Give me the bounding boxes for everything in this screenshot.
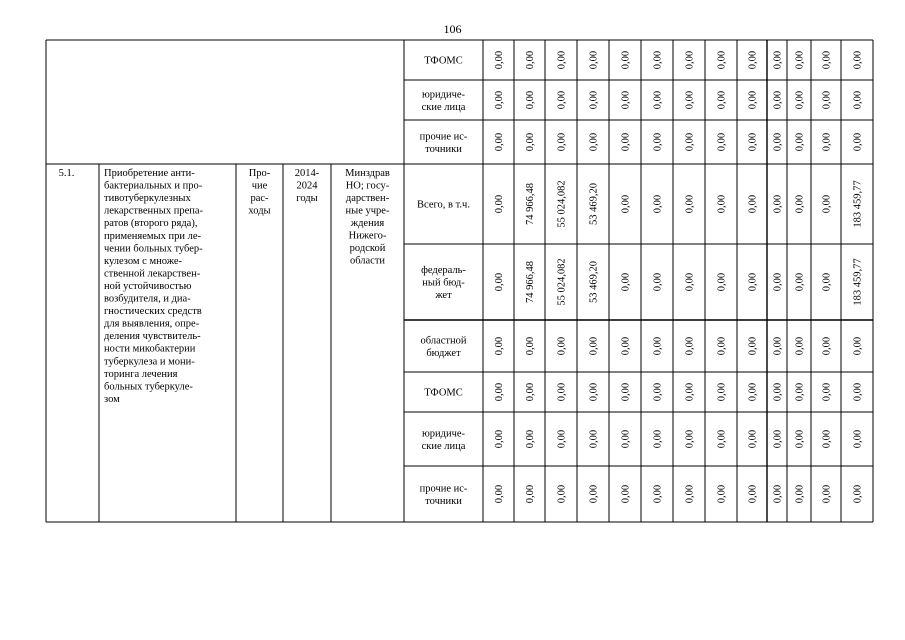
row-5-1-4-value: 0,00 <box>684 382 696 402</box>
top-row-1-value: 0,00 <box>588 50 600 70</box>
row-5-1-1-value: 0,00 <box>620 194 632 214</box>
row-5-1-2-value: 0,00 <box>494 272 505 292</box>
row-5-1-3-value: 0,00 <box>772 336 784 356</box>
row-5-1-1-value: 0,00 <box>652 194 664 214</box>
row-5-1-4-value: 0,00 <box>620 382 632 402</box>
top-row-2-source: юридиче-ские лица <box>421 89 466 113</box>
row-5-1-6-value: 0,00 <box>588 484 600 504</box>
row-5-1-3-value: 0,00 <box>588 336 600 356</box>
top-row-2-value: 0,00 <box>852 90 864 110</box>
row-5-1-6-value: 0,00 <box>852 484 864 504</box>
table-cells <box>59 51 864 507</box>
top-row-1-value: 0,00 <box>494 50 505 70</box>
row-5-1-5-value: 0,00 <box>588 429 600 449</box>
row-5-1-6-value: 0,00 <box>525 484 536 504</box>
row-5-1-1-source: Всего, в т.ч. <box>417 199 470 211</box>
row-5-1-3-value: 0,00 <box>525 336 536 356</box>
row-5-1-5-value: 0,00 <box>747 429 759 449</box>
row-5-1-1-value: 74 966,48 <box>525 183 536 225</box>
top-row-3-value: 0,00 <box>620 132 632 152</box>
row-5-1-6-value: 0,00 <box>772 484 784 504</box>
row-5-1-5-value: 0,00 <box>556 429 568 449</box>
top-row-1-value: 0,00 <box>747 50 759 70</box>
row-5-1-2-value: 74 966,48 <box>525 261 536 303</box>
row-5-1-2-value: 183 459,77 <box>852 258 864 306</box>
top-row-2-value: 0,00 <box>620 90 632 110</box>
row-5-1-3-value: 0,00 <box>716 336 728 356</box>
row-5-1-3-value: 0,00 <box>821 336 833 356</box>
row-5-1-2-value: 55 024,082 <box>556 258 568 306</box>
row-5-1-6-value: 0,00 <box>747 484 759 504</box>
row-5-1-1-value: 0,00 <box>716 194 728 214</box>
row-5-1-6-value: 0,00 <box>556 484 568 504</box>
row-5-1-5-value: 0,00 <box>772 429 784 449</box>
row-5-1-2-value: 53 469,20 <box>588 261 600 303</box>
top-row-3-value: 0,00 <box>588 132 600 152</box>
row-5-1-3-source: областной бюджет <box>420 335 467 359</box>
top-row-2-value: 0,00 <box>772 90 784 110</box>
row-5-1-6-value: 0,00 <box>494 484 505 504</box>
top-row-3-value: 0,00 <box>794 132 806 152</box>
top-row-1-value: 0,00 <box>556 50 568 70</box>
row-5-1-2-source: федераль-ный бюд-жет <box>421 265 466 302</box>
row-5-1-5-value: 0,00 <box>684 429 696 449</box>
row-5-1-6-value: 0,00 <box>620 484 632 504</box>
executor: Минздрав НО; госу-дарствен-ные учре-ждения Нижего-родской области <box>345 168 390 267</box>
top-row-3-value: 0,00 <box>747 132 759 152</box>
row-5-1-1-value: 0,00 <box>494 194 505 214</box>
row-5-1-2-value: 0,00 <box>684 272 696 292</box>
row-5-1-2-value: 0,00 <box>747 272 759 292</box>
row-5-1-6-value: 0,00 <box>652 484 664 504</box>
row-5-1-1-value: 183 459,77 <box>852 180 864 228</box>
row-5-1-4-value: 0,00 <box>588 382 600 402</box>
top-row-3-value: 0,00 <box>684 132 696 152</box>
row-5-1-6-value: 0,00 <box>794 484 806 504</box>
row-5-1-4-source: ТФОМС <box>424 387 463 399</box>
item-number: 5.1. <box>58 168 75 179</box>
row-5-1-4-value: 0,00 <box>652 382 664 402</box>
row-5-1-4-value: 0,00 <box>772 382 784 402</box>
row-5-1-6-value: 0,00 <box>716 484 728 504</box>
top-row-3-value: 0,00 <box>852 132 864 152</box>
top-row-3-value: 0,00 <box>652 132 664 152</box>
top-row-2-value: 0,00 <box>747 90 759 110</box>
row-5-1-5-value: 0,00 <box>716 429 728 449</box>
top-row-2-value: 0,00 <box>821 90 833 110</box>
row-5-1-6-value: 0,00 <box>821 484 833 504</box>
top-row-2-value: 0,00 <box>556 90 568 110</box>
row-5-1-1-value: 53 469,20 <box>588 183 600 225</box>
row-5-1-1-value: 0,00 <box>684 194 696 214</box>
row-5-1-3-value: 0,00 <box>747 336 759 356</box>
expense-type: Про-чие рас-ходы <box>248 168 271 217</box>
row-5-1-5-value: 0,00 <box>652 429 664 449</box>
page-number: 106 <box>443 22 462 36</box>
top-row-3-source: прочие ис-точники <box>419 131 468 155</box>
row-5-1-3-value: 0,00 <box>794 336 806 356</box>
top-row-2-value: 0,00 <box>794 90 806 110</box>
row-5-1-2-value: 0,00 <box>821 272 833 292</box>
row-5-1-6-source: прочие ис-точники <box>419 483 468 507</box>
row-5-1-6-value: 0,00 <box>684 484 696 504</box>
row-5-1-1-value: 0,00 <box>794 194 806 214</box>
top-row-1-value: 0,00 <box>772 50 784 70</box>
row-5-1-2-value: 0,00 <box>652 272 664 292</box>
measure-description: Приобретение анти-бактериальных и про-тивотуберкулезных лекарственных препа-ратов (второго ряда), применяемых при ле-чении больных тубер-кулезом с множе-ственной лекарствен-ной устойчивостью возбудителя, и диа-гностических средств для выявления, опре-деления чувствитель-ности микобактерии туберкулеза и мони-торинга лечения больных туберкуле-зом <box>104 168 204 405</box>
row-5-1-2-value: 0,00 <box>620 272 632 292</box>
row-5-1-3-value: 0,00 <box>494 336 505 356</box>
row-5-1-4-value: 0,00 <box>794 382 806 402</box>
row-5-1-1-value: 0,00 <box>772 194 784 214</box>
top-row-3-value: 0,00 <box>821 132 833 152</box>
row-5-1-4-value: 0,00 <box>556 382 568 402</box>
top-row-1-value: 0,00 <box>525 50 536 70</box>
row-5-1-2-value: 0,00 <box>772 272 784 292</box>
row-5-1-2-value: 0,00 <box>716 272 728 292</box>
row-5-1-1-value: 55 024,082 <box>556 180 568 228</box>
row-5-1-3-value: 0,00 <box>684 336 696 356</box>
row-5-1-3-value: 0,00 <box>852 336 864 356</box>
row-5-1-5-value: 0,00 <box>494 429 505 449</box>
top-row-1-value: 0,00 <box>821 50 833 70</box>
row-5-1-4-value: 0,00 <box>852 382 864 402</box>
top-row-2-value: 0,00 <box>494 90 505 110</box>
top-row-1-value: 0,00 <box>716 50 728 70</box>
top-row-1-value: 0,00 <box>852 50 864 70</box>
top-row-3-value: 0,00 <box>525 132 536 152</box>
row-5-1-4-value: 0,00 <box>821 382 833 402</box>
row-5-1-5-value: 0,00 <box>525 429 536 449</box>
top-row-2-value: 0,00 <box>684 90 696 110</box>
top-row-2-value: 0,00 <box>716 90 728 110</box>
top-row-1-source: ТФОМС <box>424 55 463 67</box>
row-5-1-3-value: 0,00 <box>620 336 632 356</box>
top-row-1-value: 0,00 <box>794 50 806 70</box>
row-5-1-3-value: 0,00 <box>556 336 568 356</box>
row-5-1-3-value: 0,00 <box>652 336 664 356</box>
row-5-1-5-value: 0,00 <box>821 429 833 449</box>
row-5-1-5-value: 0,00 <box>852 429 864 449</box>
row-5-1-4-value: 0,00 <box>525 382 536 402</box>
top-row-2-value: 0,00 <box>588 90 600 110</box>
row-5-1-1-value: 0,00 <box>747 194 759 214</box>
top-row-2-value: 0,00 <box>525 90 536 110</box>
top-row-2-value: 0,00 <box>652 90 664 110</box>
row-5-1-2-value: 0,00 <box>794 272 806 292</box>
row-5-1-5-value: 0,00 <box>620 429 632 449</box>
top-row-1-value: 0,00 <box>684 50 696 70</box>
top-row-1-value: 0,00 <box>620 50 632 70</box>
row-5-1-5-source: юридиче-ские лица <box>421 428 466 452</box>
row-5-1-1-value: 0,00 <box>821 194 833 214</box>
top-row-1-value: 0,00 <box>652 50 664 70</box>
row-5-1-4-value: 0,00 <box>716 382 728 402</box>
top-row-3-value: 0,00 <box>772 132 784 152</box>
top-row-3-value: 0,00 <box>556 132 568 152</box>
top-row-3-value: 0,00 <box>716 132 728 152</box>
row-5-1-4-value: 0,00 <box>494 382 505 402</box>
top-row-3-value: 0,00 <box>494 132 505 152</box>
row-5-1-5-value: 0,00 <box>794 429 806 449</box>
period: 2014-2024 годы <box>294 168 320 204</box>
row-5-1-4-value: 0,00 <box>747 382 759 402</box>
